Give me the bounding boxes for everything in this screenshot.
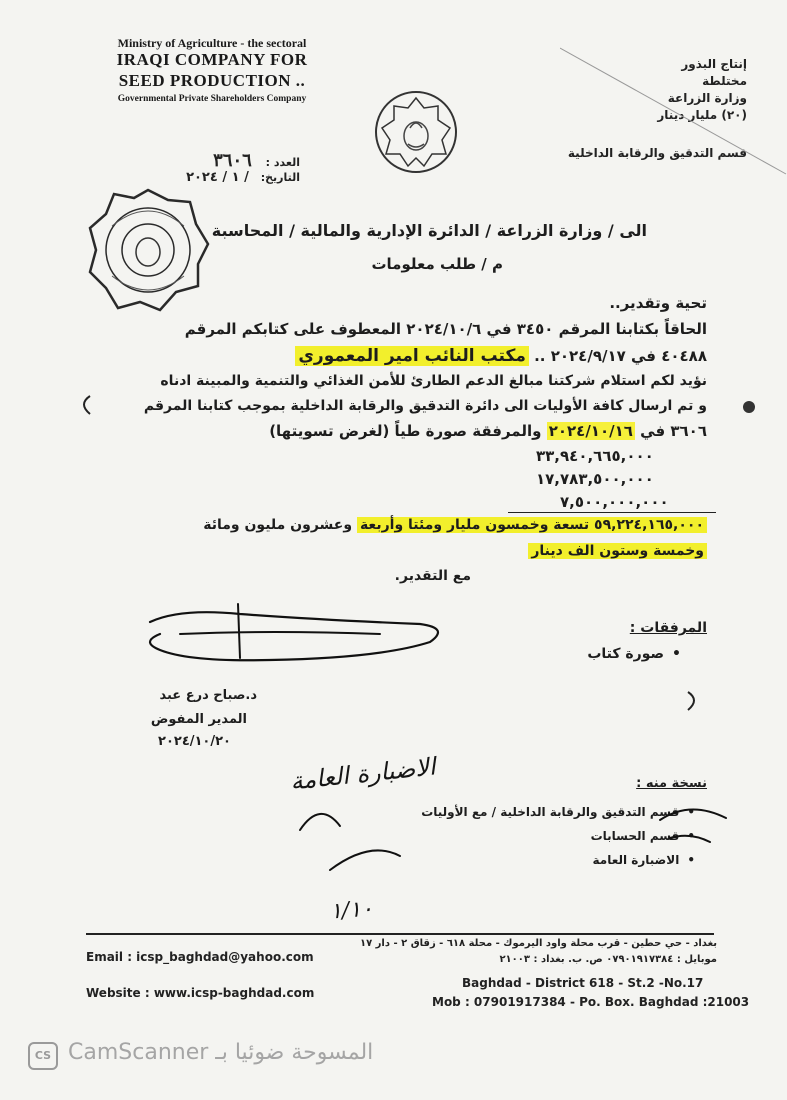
attachments-label: المرفقات : bbox=[629, 620, 707, 636]
footer-rule bbox=[86, 933, 714, 935]
copy-item: •الاضبارة العامة bbox=[592, 853, 695, 867]
highlight-date: ٢٠٢٤/١٠/١٦ bbox=[548, 422, 633, 440]
header-company-line1: IRAQI COMPANY FOR bbox=[116, 50, 308, 69]
footer-address-en: Baghdad - District 618 - St.2 -No.17 bbox=[462, 976, 704, 990]
punch-mark-left bbox=[74, 392, 98, 418]
punch-mark-right bbox=[738, 396, 760, 418]
fold-line bbox=[560, 40, 787, 180]
signatory-name: د.صباح درع عبد bbox=[159, 688, 257, 703]
addressee-line: الى / وزارة الزراعة / الدائرة الإدارية والمالية / المحاسبة bbox=[211, 221, 647, 240]
ref-number-row: العدد : ٣٦٠٦ bbox=[213, 150, 300, 171]
footer-email: Email : icsp_baghdad@yahoo.com bbox=[86, 950, 314, 964]
footer-address-ar-1: بغداد - حي حطين - قرب محلة واود اليرموك - محلة ٦١٨ - زقاق ٢ - دار ١٧ bbox=[359, 938, 717, 949]
handwritten-note: الاضبارة العامة bbox=[288, 752, 437, 796]
date-row: التاريخ: / ١ / ٢٠٢٤ bbox=[186, 170, 300, 185]
paragraph-line-4: و تم ارسال كافة الأوليات الى دائرة التدقيق والرقابة الداخلية بموجب كتابنا المرقم bbox=[143, 398, 707, 414]
header-arabic: إنتاج البذور مختلطة وزارة الزراعة (٢٠) مليار دينار bbox=[657, 57, 747, 122]
footer-address-ar-2: موبايل : ٠٧٩٠١٩١٧٣٨٤ ص. ب. بغداد : ٢١٠٠٣ bbox=[499, 954, 717, 965]
copy-item: •قسم الحسابات bbox=[590, 829, 695, 843]
amount-2: ١٧,٧٨٣,٥٠٠,٠٠٠ bbox=[536, 470, 654, 488]
header-company-type: Governmental Private Shareholders Company bbox=[117, 94, 307, 104]
copies-label: نسخة منه : bbox=[636, 776, 707, 791]
footer-mobile: Mob : 07901917384 - Po. Box. Baghdad :21003 bbox=[432, 995, 750, 1009]
subject-line: م / طلب معلومات bbox=[371, 255, 503, 273]
signatory-title: المدير المفوض bbox=[150, 712, 247, 727]
paragraph-line-3: نؤيد لكم استلام شركتنا مبالغ الدعم الطارئ للأمن الغذائي والتنمية والمبينة ادناه bbox=[160, 373, 707, 389]
camscanner-logo-icon: CS bbox=[28, 1042, 58, 1070]
amount-3: ٧,٥٠٠,٠٠٠,٠٠٠ bbox=[560, 493, 669, 511]
handwritten-number: ١/١٠ bbox=[329, 896, 374, 925]
signature-scribble-icon bbox=[120, 594, 460, 680]
closing: مع التقدير. bbox=[394, 568, 471, 584]
highlight-total: ٥٩,٢٢٤,١٦٥,٠٠٠ تسعة وخمسون مليار ومئتا وأربعة bbox=[357, 517, 707, 533]
footer-website: Website : www.icsp-baghdad.com bbox=[86, 986, 315, 1000]
header-department: قسم التدقيق والرقابة الداخلية bbox=[567, 146, 747, 160]
greeting: تحية وتقدير.. bbox=[609, 294, 707, 312]
paragraph-line-2: ٤٠٤٨٨ في ٢٠٢٤/٩/١٧ .. مكتب النائب امير المعموري bbox=[295, 346, 707, 366]
total-amount-line-2: وخمسة وستون الف دينار bbox=[528, 543, 707, 559]
company-logo-icon bbox=[372, 88, 460, 176]
amount-1: ٣٣,٩٤٠,٦٦٥,٠٠٠ bbox=[536, 447, 654, 465]
company-stamp-icon bbox=[84, 186, 212, 314]
paragraph-line-1: الحاقاً بكتابنا المرقم ٣٤٥٠ في ٢٠٢٤/١٠/٦ المعطوف على كتابكم المرقم bbox=[184, 320, 707, 338]
header-company-line2: SEED PRODUCTION .. bbox=[118, 71, 306, 90]
signature-date: ٢٠٢٤/١٠/٢٠ bbox=[158, 734, 231, 749]
highlight-office-name: مكتب النائب امير المعموري bbox=[295, 346, 529, 366]
camscanner-watermark: المسوحة ضوئيا بـ CamScanner bbox=[68, 1040, 374, 1065]
handwriting-strokes bbox=[290, 760, 730, 880]
paragraph-line-5: ٣٦٠٦ في ٢٠٢٤/١٠/١٦ والمرفقة صورة طياً (لغرض تسويتها) bbox=[269, 422, 707, 440]
sum-rule bbox=[508, 512, 716, 513]
attachment-item: •صورة كتاب bbox=[587, 646, 681, 662]
header-ministry: Ministry of Agriculture - the sectoral bbox=[117, 36, 307, 50]
punch-mark-bottom bbox=[680, 688, 706, 714]
total-amount-line: ٥٩,٢٢٤,١٦٥,٠٠٠ تسعة وخمسون مليار ومئتا وأربعة وعشرون مليون ومائة bbox=[203, 517, 707, 533]
copy-item: •قسم التدقيق والرقابة الداخلية / مع الأوليات bbox=[421, 805, 695, 819]
